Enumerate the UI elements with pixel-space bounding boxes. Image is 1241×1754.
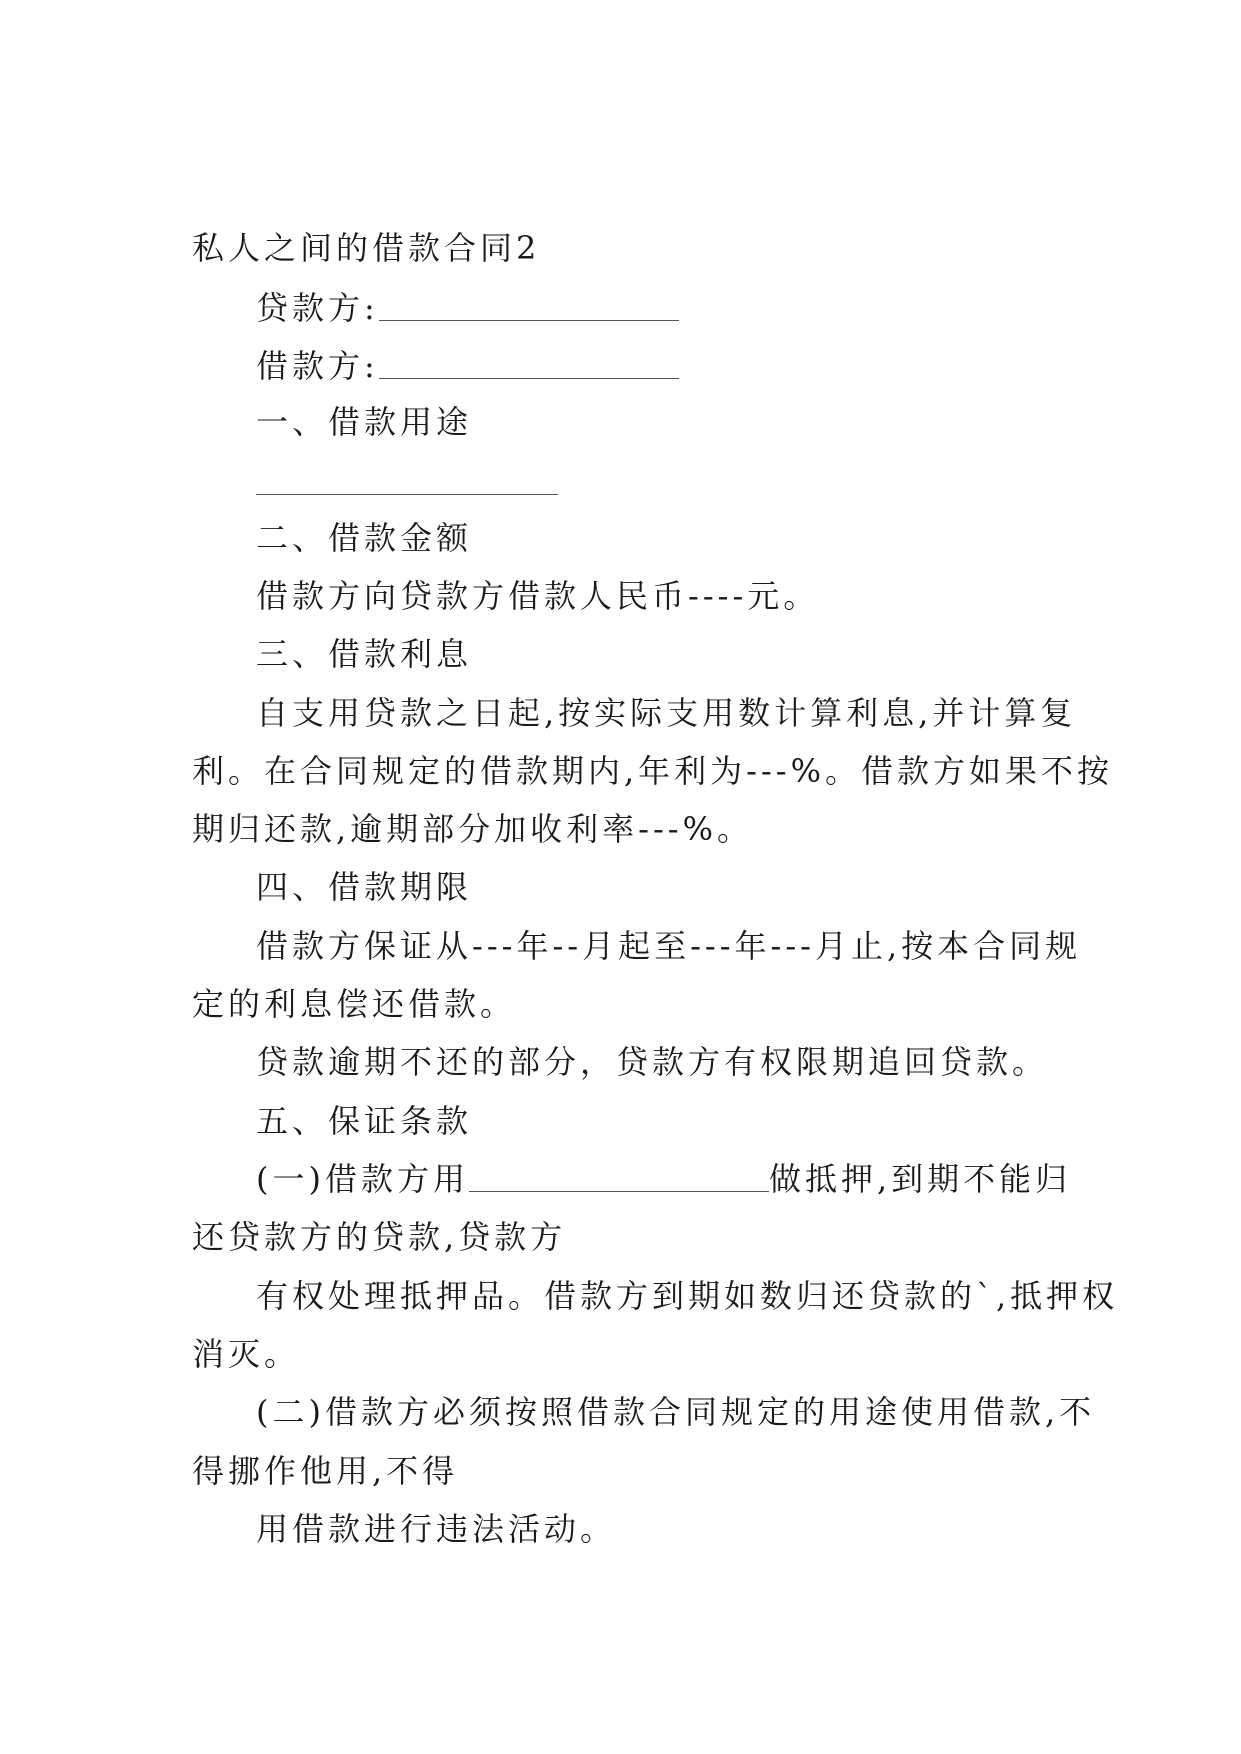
collateral-blank <box>469 1167 769 1192</box>
page-title: 私人之间的借款合同2 <box>192 229 541 267</box>
clause-5-1-line-3: 有权处理抵押品。借款方到期如数归还贷款的`,抵押权 <box>256 1277 1119 1315</box>
purpose-blank <box>256 470 558 495</box>
clause-5-1-suffix: 做抵押,到期不能归 <box>768 1160 1072 1198</box>
clause-5-1-line-4: 消灭。 <box>192 1335 301 1373</box>
clause-5-2-line-2: 得挪作他用,不得 <box>192 1452 459 1490</box>
section-2-text: 借款方向贷款方借款人民币----元。 <box>256 577 820 615</box>
section-1-heading: 一、借款用途 <box>256 403 473 441</box>
clause-5-1-prefix: (一)借款方用 <box>256 1160 469 1198</box>
clause-5-2-line-1: (二)借款方必须按照借款合同规定的用途使用借款,不 <box>256 1393 1096 1431</box>
section-3-line-2: 利。在合同规定的借款期内,年利为---%。借款方如果不按 <box>192 752 1114 790</box>
borrower-blank <box>379 354 679 379</box>
clause-5-1-line-2: 还贷款方的贷款,贷款方 <box>192 1218 567 1256</box>
section-4-heading: 四、借款期限 <box>256 868 473 906</box>
section-4-line-2: 定的利息偿还借款。 <box>192 985 517 1023</box>
section-3-line-3: 期归还款,逾期部分加收利率---%。 <box>192 810 754 848</box>
section-5-heading: 五、保证条款 <box>256 1102 473 1140</box>
lender-line <box>256 288 679 328</box>
borrower-label: 借款方: <box>256 347 379 385</box>
lender-label: 贷款方: <box>256 289 379 327</box>
section-3-heading: 三、借款利息 <box>256 635 473 673</box>
clause-5-1-line-1 <box>256 1159 1071 1199</box>
clause-5-2-line-3: 用借款进行违法活动。 <box>256 1510 617 1548</box>
borrower-line <box>256 346 679 386</box>
purpose-blank-line <box>256 462 558 502</box>
section-2-heading: 二、借款金额 <box>256 519 473 557</box>
section-4-line-3: 贷款逾期不还的部分，贷款方有权限期追回贷款。 <box>256 1043 1049 1081</box>
lender-blank <box>379 296 679 321</box>
section-3-line-1: 自支用贷款之日起,按实际支用数计算利息,并计算复 <box>256 694 1077 732</box>
section-4-line-1: 借款方保证从---年--月起至---年---月止,按本合同规 <box>256 927 1082 965</box>
